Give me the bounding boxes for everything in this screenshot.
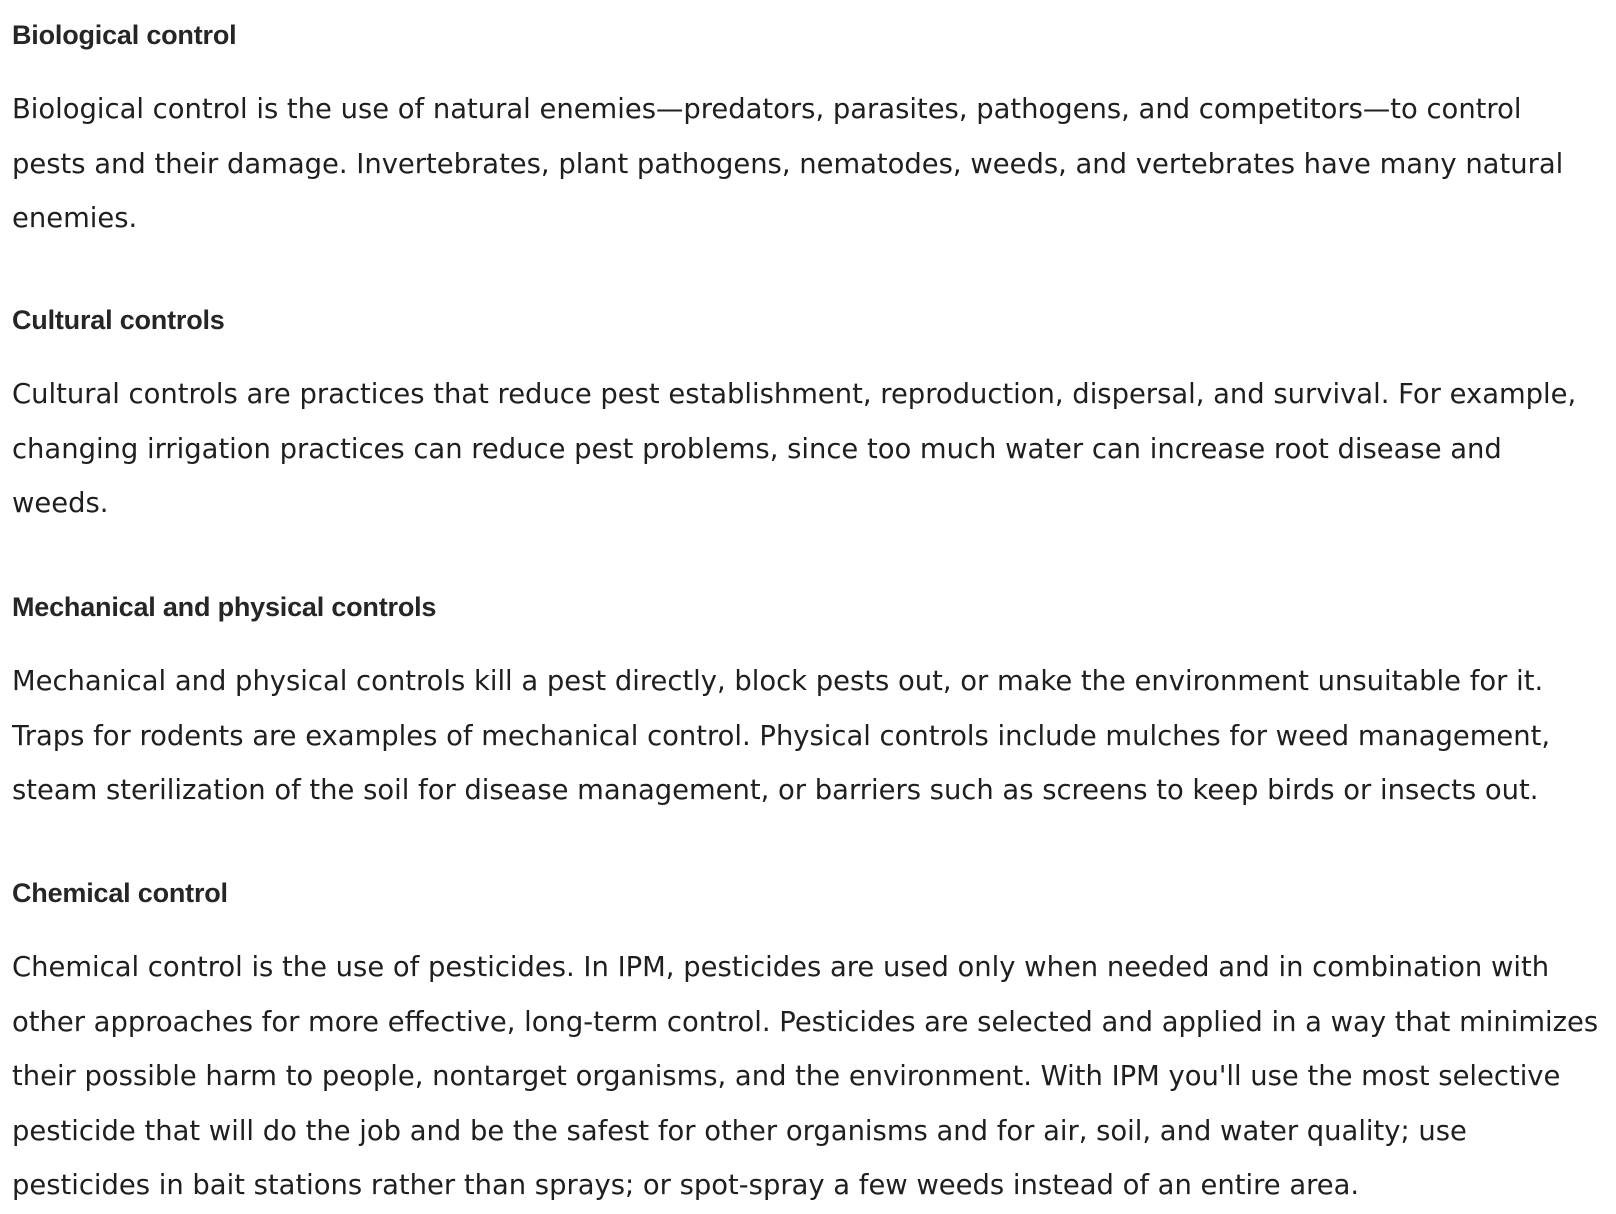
section-heading-chemical-control: Chemical control <box>12 878 228 908</box>
section-body-mechanical-physical-controls <box>12 655 1550 819</box>
section-heading-biological-control: Biological control <box>12 20 237 50</box>
text-line: weeds. <box>12 488 109 519</box>
text-line: Chemical control is the use of pesticides. In IPM, pesticides are used only when needed and in combination with <box>12 952 1550 983</box>
text-line: Mechanical and physical controls kill a pest directly, block pests out, or make the environment unsuitable for it. <box>12 666 1544 697</box>
text-line: other approaches for more effective, long-term control. Pesticides are selected and applied in a way that minimizes <box>12 1006 1599 1038</box>
section-body-biological-control <box>12 83 1563 247</box>
text-line: their possible harm to people, nontarget organisms, and the environment. With IPM you'll use the most selective <box>12 1061 1561 1092</box>
text-line: enemies. <box>12 203 138 234</box>
text-line: pesticides in bait stations rather than sprays; or spot-spray a few weeds instead of an entire area. <box>12 1170 1360 1201</box>
text-line: pesticide that will do the job and be the safest for other organisms and for air, soil, and water quality; use <box>12 1115 1467 1147</box>
text-line: Traps for rodents are examples of mechanical control. Physical controls include mulches for weed management, <box>12 720 1551 752</box>
section-heading-cultural-controls: Cultural controls <box>12 305 225 335</box>
section-heading-mechanical-physical-controls: Mechanical and physical controls <box>12 592 437 622</box>
text-line: Biological control is the use of natural enemies—predators, parasites, pathogens, and competitors—to control <box>12 94 1522 125</box>
section-body-chemical-control <box>12 941 1598 1214</box>
section-body-cultural-controls <box>12 368 1576 532</box>
text-line: steam sterilization of the soil for disease management, or barriers such as screens to keep birds or insects out. <box>12 775 1539 806</box>
text-line: pests and their damage. Invertebrates, plant pathogens, nematodes, weeds, and vertebrates have many natural <box>12 148 1564 180</box>
text-line: changing irrigation practices can reduce pest problems, since too much water can increase root disease and <box>12 433 1502 465</box>
text-line: Cultural controls are practices that reduce pest establishment, reproduction, dispersal, and survival. For example, <box>12 379 1577 410</box>
